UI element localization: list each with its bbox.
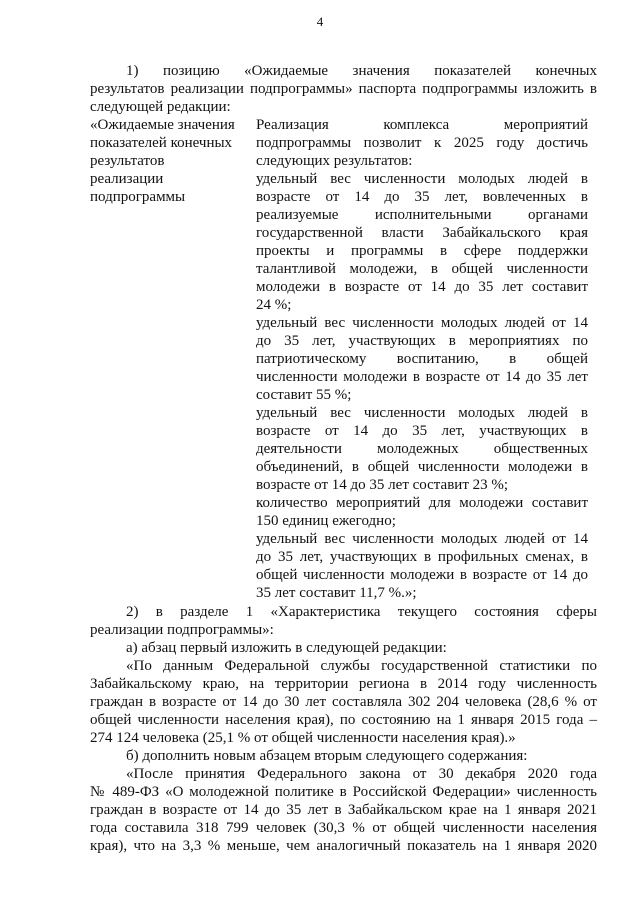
table-right-line: численности молодежи в возрасте от 14 до 35 лет: [256, 369, 588, 385]
table-left-line: результатов: [90, 153, 165, 169]
table-left-line: подпрограммы: [90, 189, 186, 205]
sub-a-line: общей численности населения края), по состоянию на 1 января 2015 года –: [90, 712, 597, 728]
item1-line: результатов реализации подпрограммы» паспорта подпрограммы изложить в: [90, 81, 597, 97]
sub-a-line: граждан в возрасте от 14 до 30 лет составляла 302 204 человека (28,6 % от: [90, 694, 597, 710]
table-left-cell: [90, 116, 250, 206]
table-left-line: реализации: [90, 171, 164, 187]
table-right-line: до 35 лет, участвующих в профильных сменах, в: [256, 549, 588, 565]
sub-a-line: «По данным Федеральной службы государственной статистики по: [126, 658, 597, 674]
sub-b-line: края), что на 3,3 % меньше, чем аналогичный показатель на 1 января 2020: [90, 838, 597, 854]
table-right-line: 150 единиц ежегодно;: [256, 513, 396, 529]
sub-b-line: № 489-ФЗ «О молодежной политике в Российской Федерации» численность: [90, 784, 597, 800]
table-right-line: деятельности молодежных общественных: [256, 441, 588, 457]
table-right-line: общей численности молодежи в возрасте от 14 до: [256, 567, 588, 583]
table-right-line: составит 55 %;: [256, 387, 352, 403]
item1-line: следующей редакции:: [90, 99, 231, 115]
table-right-line: патриотическому воспитанию, в общей: [256, 351, 588, 367]
table-right-line: удельный вес численности молодых людей в: [256, 405, 588, 421]
table-right-line: 35 лет составит 11,7 %.»;: [256, 585, 417, 601]
table-right-line: удельный вес численности молодых людей от 14: [256, 531, 588, 547]
page-number: 4: [316, 14, 324, 29]
table-right-line: удельный вес численности молодых людей в: [256, 171, 588, 187]
table-right-line: талантливой молодежи, в общей численности: [256, 261, 588, 277]
table-right-line: возрасте от 14 до 35 лет, вовлеченных в: [256, 189, 588, 205]
item1-line: 1) позицию «Ожидаемые значения показателей конечных: [126, 63, 597, 79]
table-right-line: Реализация комплекса мероприятий: [256, 117, 588, 133]
sub-a-line: Забайкальскому краю, на территории региона в 2014 году численность: [90, 676, 597, 692]
table-right-line: молодежи в возрасте от 14 до 35 лет составит: [256, 279, 588, 295]
table-right-line: проекты и программы в сфере поддержки: [256, 243, 588, 259]
sub-a-line: 274 124 человека (25,1 % от общей численности населения края).»: [90, 730, 516, 746]
sub-b-heading: б) дополнить новым абзацем вторым следующего содержания:: [126, 748, 528, 764]
table-right-line: возрасте от 14 до 35 лет, участвующих в: [256, 423, 588, 439]
table-right-line: количество мероприятий для молодежи составит: [256, 495, 588, 511]
table-right-line: государственной власти Забайкальского края: [256, 225, 588, 241]
table-right-line: подпрограммы позволит к 2025 году достичь: [256, 135, 588, 151]
table-right-line: возрасте от 14 до 35 лет составит 23 %;: [256, 477, 509, 493]
sub-a-heading: а) абзац первый изложить в следующей редакции:: [126, 640, 447, 656]
sub-b-line: граждан в возрасте от 14 до 35 лет в Забайкальском крае на 1 января 2021: [90, 802, 597, 818]
table-right-line: 24 %;: [256, 297, 292, 313]
item2-line: реализации подпрограммы»:: [90, 622, 274, 638]
table-left-line: показателей конечных: [90, 135, 233, 151]
sub-b-line: «После принятия Федерального закона от 30 декабря 2020 года: [126, 766, 597, 782]
table-right-line: удельный вес численности молодых людей от 14: [256, 315, 588, 331]
table-left-line: «Ожидаемые значения: [90, 117, 235, 133]
table-right-line: до 35 лет, участвующих в мероприятиях по: [256, 333, 588, 349]
table-right-line: объединений, в общей численности молодежи в: [256, 459, 588, 475]
item2-line: 2) в разделе 1 «Характеристика текущего состояния сферы: [126, 604, 597, 620]
sub-b-line: года составила 318 799 человек (30,3 % от общей численности населения: [90, 820, 597, 836]
table-right-line: реализуемые исполнительными органами: [256, 207, 588, 223]
table-right-line: следующих результатов:: [256, 153, 413, 169]
